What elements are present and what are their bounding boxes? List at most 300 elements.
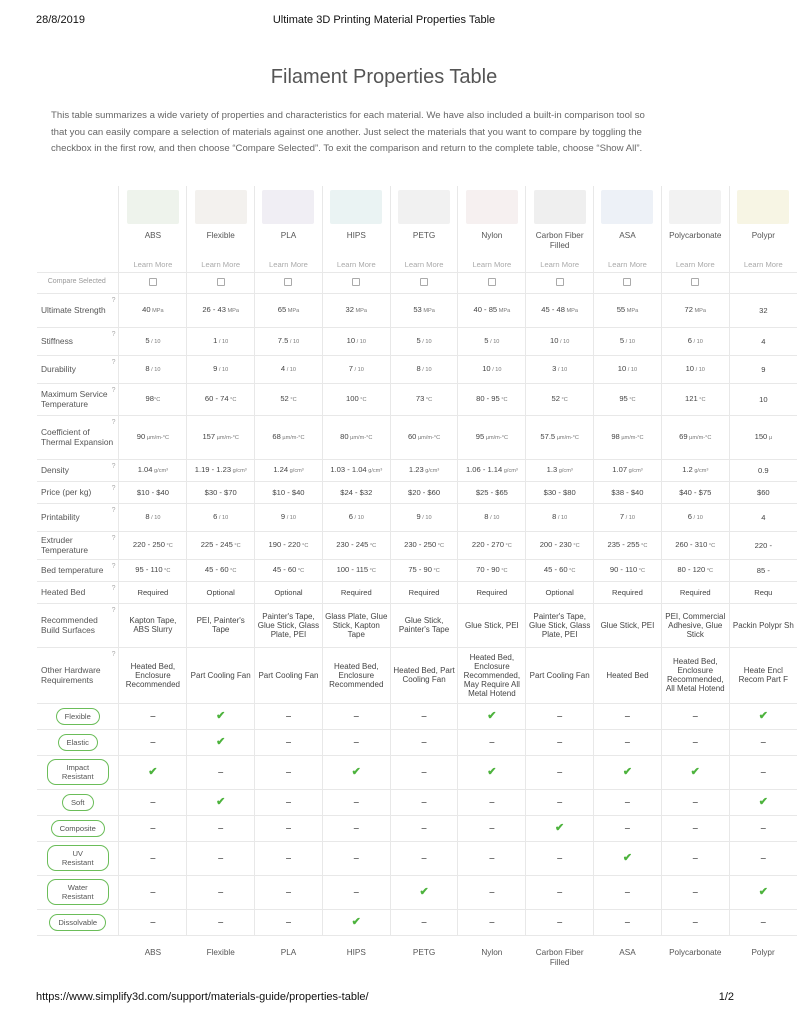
question-icon[interactable]: ? [111,506,116,514]
compare-checkbox-flexible[interactable] [217,278,225,286]
check-icon: ✔ [216,709,226,722]
material-thumbnail-petg[interactable] [398,190,450,224]
page-number: 1/2 [718,991,734,1003]
question-icon[interactable]: ? [111,296,116,304]
property-value [255,459,323,481]
value-text: 45 - 60 [204,564,229,574]
property-label-text: Bed temperature [41,564,104,575]
value-text: 8 [552,511,557,521]
check-icon: ✔ [487,765,497,778]
unit-text: °C [503,542,512,549]
property-value [119,293,187,327]
compare-checkbox-petg[interactable] [420,278,428,286]
value-text: 80 [340,431,349,441]
tag-value [661,703,729,729]
value-text: 1.19 - 1.23 [194,464,232,474]
unit-text: / 10 [149,514,161,521]
dash-icon: – [556,852,563,864]
property-label [37,581,119,603]
unit-text: / 10 [352,366,364,373]
value-text: 5 [145,335,150,345]
compare-selected-button[interactable]: Compare Selected [37,272,119,293]
tag-value [594,909,662,935]
check-icon: ✔ [351,915,361,928]
property-value [458,293,526,327]
property-row-stiffness [37,327,797,355]
property-value [119,647,187,703]
value-text: Packin Polypr Sh [732,620,794,630]
material-thumbnail-polypr[interactable] [737,190,789,224]
property-value [458,355,526,383]
value-text: 7 [619,511,625,521]
value-text: 95 - 110 [135,564,163,574]
dash-icon: – [285,886,292,898]
properties-table [37,186,797,975]
tag-label-cell [37,729,119,755]
value-text: 225 - 245 [200,539,233,549]
value-text: 150 [754,431,768,441]
material-name-row [37,230,797,258]
unit-text: / 10 [488,338,500,345]
property-value [594,293,662,327]
tag-value [187,729,255,755]
property-value [390,647,458,703]
property-value [458,383,526,415]
value-text: 65 [277,304,287,314]
dash-icon: – [489,852,495,864]
unit-text: °C [232,542,241,549]
property-value [594,581,662,603]
value-text: Requ [754,587,773,597]
check-icon: ✔ [351,765,361,778]
unit-text: µm/m-°C [619,434,644,441]
property-value [119,355,187,383]
tag-value [322,875,390,909]
property-value [187,481,255,503]
print-footer [36,991,732,1007]
compare-cell [729,272,797,293]
unit-text: °C [499,567,508,574]
dash-icon: – [692,710,699,722]
property-value [322,647,390,703]
material-name: ASA [594,230,662,258]
unit-text: / 10 [420,514,432,521]
dash-icon: – [760,852,767,864]
dash-icon: – [760,822,767,834]
property-label-text: Recommended Build Surfaces [41,614,98,635]
value-text: 121 [685,393,698,403]
value-text: 10 [617,363,627,373]
tag-value [390,789,458,815]
value-text: 220 - 270 [471,539,504,549]
material-thumbnail-flexible[interactable] [195,190,247,224]
material-thumbnail-hips[interactable] [330,190,382,224]
value-text: Heate Encl Recom Part F [738,666,788,684]
value-text: 6 [687,335,692,345]
value-text: Heated Bed, Enclosure Recommended, All Metal Hotend [665,657,725,693]
value-text: 95 [475,431,485,441]
tag-value [526,815,594,841]
tag-pill-impact-resistant[interactable]: Impact Resistant [47,759,109,785]
learn-more-link-carbon-fiber-filled[interactable]: Learn More [526,258,594,272]
value-text: 1.07 [612,464,628,474]
value-text: 75 - 90 [408,564,432,574]
material-thumbnail-abs[interactable] [127,190,179,224]
value-text: Heated Bed, Part Cooling Fan [393,666,455,684]
property-value [594,459,662,481]
property-value [255,327,323,355]
tag-value [322,909,390,935]
tag-value [661,789,729,815]
unit-text: °C [288,396,297,403]
tag-row-soft [37,789,797,815]
dash-icon: – [421,766,427,778]
dash-icon: – [624,710,631,722]
tag-value [661,909,729,935]
tag-value [322,729,390,755]
tag-label-cell [37,815,119,841]
dash-icon: – [760,766,767,778]
tag-row-dissolvable [37,909,797,935]
unit-text: / 10 [355,338,366,345]
dash-icon: – [556,710,563,722]
property-value [322,383,390,415]
value-text: 190 - 220 [268,539,301,549]
question-icon[interactable]: ? [111,650,116,658]
tag-pill-composite[interactable]: Composite [51,820,105,837]
property-value [322,531,390,559]
unit-text: °C [165,542,173,549]
property-value [458,531,526,559]
value-text: Part Cooling Fan [190,670,251,680]
dash-icon: – [489,822,495,834]
material-name-footer: ABS [144,947,162,957]
learn-more-link-flexible[interactable]: Learn More [187,258,255,272]
question-icon[interactable]: ? [111,562,116,570]
tag-value [187,841,255,875]
question-icon[interactable]: ? [111,534,116,542]
dash-icon: – [421,852,427,864]
dash-icon: – [421,916,427,928]
unit-text: / 10 [288,338,300,345]
value-text: 3 [552,363,557,373]
property-label [37,293,119,327]
tag-value [661,875,729,909]
property-value [322,293,390,327]
dash-icon: – [624,796,631,808]
material-name: Polycarbonate [661,230,729,258]
unit-text: MPa [692,307,707,314]
dash-icon: – [624,916,631,928]
value-text: Painter's Tape, Glue Stick, Glass Plate, PEI [528,611,591,639]
learn-more-link-asa[interactable]: Learn More [594,258,662,272]
property-row-heated-bed [37,581,797,603]
property-value [526,383,594,415]
tag-value [729,729,797,755]
dash-icon: – [489,796,495,808]
question-icon[interactable]: ? [111,330,116,338]
tag-pill-dissolvable[interactable]: Dissolvable [49,914,106,931]
property-value [187,581,255,603]
tag-value [729,789,797,815]
value-text: 57.5 [540,431,556,441]
value-text: Heated Bed, Enclosure Recommended, May Require All Metal Hotend [463,652,521,698]
material-image-cell [594,186,662,230]
value-text: 100 [346,393,359,403]
value-text: 1.24 [273,464,289,474]
page-title: Filament Properties Table [270,66,498,88]
tag-value [661,841,729,875]
value-text: Required [137,587,169,597]
unit-text: µm/m-°C [687,434,712,441]
compare-checkbox-nylon[interactable] [488,278,496,286]
property-value [390,559,458,581]
value-text: 95 [619,393,628,403]
property-value [661,581,729,603]
tag-value [729,909,797,935]
compare-cell [390,272,458,293]
compare-cell [187,272,255,293]
unit-text: °C [368,542,377,549]
tag-pill-soft[interactable]: Soft [62,794,94,811]
material-thumbnail-asa[interactable] [601,190,653,224]
unit-text: / 10 [556,366,568,373]
dash-icon: – [692,736,699,748]
tag-value [255,703,323,729]
value-text: $40 - $75 [679,487,712,497]
question-icon[interactable]: ? [111,584,116,592]
learn-more-link-nylon[interactable]: Learn More [458,258,526,272]
tag-pill-flexible[interactable]: Flexible [56,708,100,725]
property-value [729,355,797,383]
property-value [187,415,255,459]
tag-value [322,789,390,815]
tag-value [255,815,323,841]
learn-more-link-polycarbonate[interactable]: Learn More [661,258,729,272]
property-label-text: Density [41,464,69,475]
unit-text: µm/m-°C [348,434,373,441]
material-name: Polypr [729,230,797,258]
dash-icon: – [285,796,292,808]
unit-text: / 10 [217,338,229,345]
property-value [458,603,526,647]
material-thumbnail-nylon[interactable] [466,190,518,224]
learn-more-link-pla[interactable]: Learn More [255,258,323,272]
value-text: $25 - $65 [475,487,508,497]
property-value [255,415,323,459]
value-text: 26 - 43 [202,304,226,314]
property-value [255,647,323,703]
property-value [390,481,458,503]
material-name: ABS [119,230,187,258]
tag-value [458,755,526,789]
unit-text: g/cm³ [288,467,304,474]
value-text: $38 - $40 [611,487,644,497]
value-text: 45 - 60 [543,564,568,574]
tag-value [119,909,187,935]
material-name-footer: PLA [280,947,297,957]
property-label-text: Ultimate Strength [41,304,106,315]
unit-text: / 10 [488,514,500,521]
compare-checkbox-polycarbonate[interactable] [691,278,699,286]
property-value [255,581,323,603]
tag-value [526,841,594,875]
question-icon[interactable]: ? [111,484,116,492]
property-label [37,459,119,481]
material-name: PLA [255,230,323,258]
learn-more-link-petg[interactable]: Learn More [390,258,458,272]
dash-icon: – [556,886,563,898]
property-value [390,383,458,415]
value-text: $20 - $60 [408,487,441,497]
material-thumbnail-polycarbonate[interactable] [669,190,721,224]
tag-row-flexible [37,703,797,729]
property-label [37,327,119,355]
value-text: 53 [413,304,422,314]
value-text: 260 - 310 [675,539,708,549]
compare-checkbox-asa[interactable] [623,278,631,286]
value-text: 6 [348,511,353,521]
dash-icon: – [150,736,156,748]
tag-pill-elastic[interactable]: Elastic [58,734,98,751]
compare-checkbox-carbon-fiber-filled[interactable] [556,278,564,286]
tag-value [255,909,323,935]
compare-cell [661,272,729,293]
tag-value [526,875,594,909]
value-text: $30 - $70 [204,487,237,497]
property-value [526,327,594,355]
property-value [661,503,729,531]
compare-checkbox-abs[interactable] [149,278,157,286]
material-footer-row [37,935,797,975]
tag-row-uv-resistant [37,841,797,875]
property-label-text: Printability [41,511,80,522]
dash-icon: – [692,796,699,808]
compare-checkbox-pla[interactable] [284,278,292,286]
property-value [594,383,662,415]
print-date: 28/8/2019 [36,14,85,26]
tag-value [729,703,797,729]
property-value [322,481,390,503]
question-icon[interactable]: ? [111,606,116,614]
dash-icon: – [421,796,427,808]
check-icon: ✔ [758,709,768,722]
value-text: $60 [756,487,770,497]
property-value [322,355,390,383]
question-icon[interactable]: ? [111,462,116,470]
learn-more-link-polypr[interactable]: Learn More [729,258,797,272]
property-value [458,415,526,459]
unit-text: °C [300,542,309,549]
check-icon: ✔ [216,795,226,808]
unit-text: µm/m-°C [484,434,508,441]
value-text: Heated Bed, Enclosure Recommended [329,661,384,689]
learn-more-link-hips[interactable]: Learn More [322,258,390,272]
tag-pill-uv-resistant[interactable]: UV Resistant [47,845,109,871]
property-value [729,531,797,559]
value-text: 4 [280,363,286,373]
material-image-cell [390,186,458,230]
value-text: 45 - 48 [541,304,565,314]
value-text: 1.23 [408,464,424,474]
compare-row [37,272,797,293]
question-icon[interactable]: ? [111,386,116,394]
property-label-text: Heated Bed [41,586,86,597]
value-text: 32 [759,305,768,315]
tag-value [458,729,526,755]
property-value [661,459,729,481]
value-text: 5 [484,335,489,345]
tag-value [661,729,729,755]
dash-icon: – [489,916,495,928]
learn-more-link-abs[interactable]: Learn More [119,258,187,272]
tag-value [322,841,390,875]
property-label [37,383,119,415]
material-thumbnail-pla[interactable] [262,190,314,224]
property-value [594,531,662,559]
compare-checkbox-hips[interactable] [352,278,360,286]
unit-text: / 10 [624,338,636,345]
dash-icon: – [353,710,360,722]
property-label-text: Price (per kg) [41,486,92,497]
value-text: 4 [761,512,766,522]
dash-icon: – [489,736,495,748]
tag-value [390,815,458,841]
question-icon[interactable]: ? [111,358,116,366]
material-thumbnail-carbon-fiber-filled[interactable] [534,190,586,224]
tag-value [187,909,255,935]
property-value [661,383,729,415]
unit-text: µm/m-°C [215,434,239,441]
value-text: 60 - 74 [204,393,229,403]
dash-icon: – [624,886,631,898]
unit-text: °C [162,567,171,574]
property-value [594,559,662,581]
dash-icon: – [692,822,699,834]
property-value [594,603,662,647]
corner-cell [37,186,119,230]
tag-pill-water-resistant[interactable]: Water Resistant [47,879,109,905]
property-value [526,459,594,481]
compare-cell [119,272,187,293]
property-value [187,293,255,327]
learn-more-row [37,258,797,272]
property-row-ultimate-strength [37,293,797,327]
tag-value [119,841,187,875]
blank-cell [37,258,119,272]
property-value [661,647,729,703]
value-text: Required [340,587,372,597]
unit-text: / 10 [694,366,705,373]
property-value [119,459,187,481]
tag-value [526,703,594,729]
value-text: Optional [545,587,574,597]
unit-text: / 10 [626,366,638,373]
dash-icon: – [150,822,156,834]
unit-text: / 10 [558,338,570,345]
unit-text: / 10 [420,338,432,345]
value-text: Part Cooling Fan [529,670,590,680]
compare-cell [526,272,594,293]
property-value [526,603,594,647]
tag-row-water-resistant [37,875,797,909]
property-row-density [37,459,797,481]
dash-icon: – [421,822,427,834]
question-icon[interactable]: ? [111,418,116,426]
dash-icon: – [285,916,292,928]
properties-table-container [37,186,794,986]
check-icon: ✔ [758,795,768,808]
